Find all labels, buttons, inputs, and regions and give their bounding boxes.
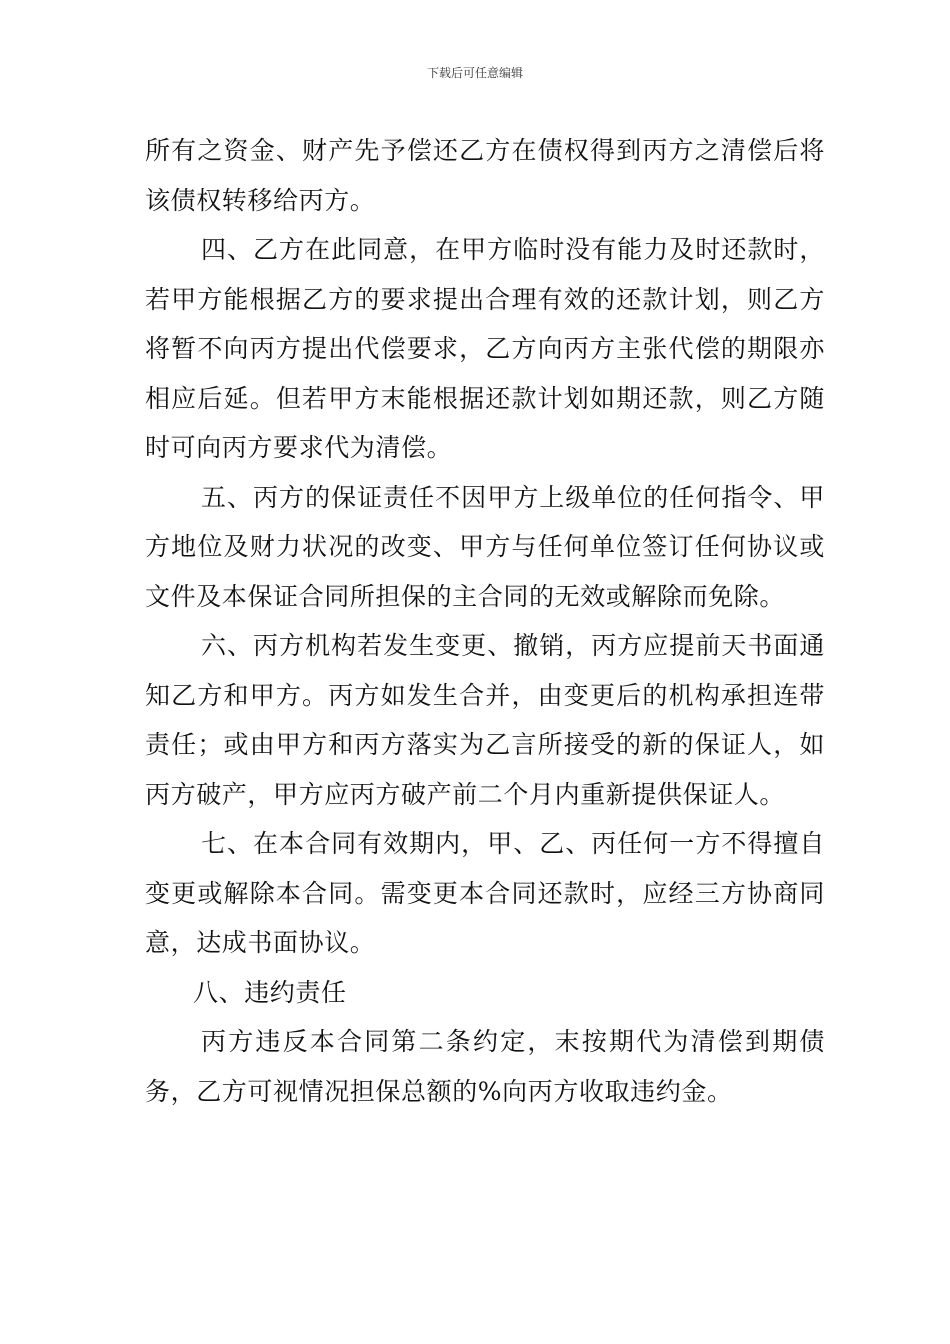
paragraph-clause-7: 七、在本合同有效期内，甲、乙、丙任何一方不得擅自变更或解除本合同。需变更本合同还款时，应经三方协商同意，达成书面协议。 bbox=[145, 829, 825, 957]
section-heading-breach: 八、违约责任 bbox=[193, 977, 347, 1007]
paragraph-continued: 所有之资金、财产先予偿还乙方在债权得到丙方之清偿后将该债权转移给丙方。 bbox=[145, 136, 825, 215]
paragraph-clause-6: 六、丙方机构若发生变更、撤销，丙方应提前天书面通知乙方和甲方。丙方如发生合并，由变更后的机构承担连带责任；或由甲方和丙方落实为乙言所接受的新的保证人，如丙方破产，甲方应丙方破产前二个月内重新提供保证人。 bbox=[145, 631, 825, 809]
document-body bbox=[145, 126, 825, 1116]
page-header: 下载后可任意编辑 bbox=[426, 66, 523, 80]
paragraph-clause-5: 五、丙方的保证责任不因甲方上级单位的任何指令、甲方地位及财力状况的改变、甲方与任何单位签订任何协议或文件及本保证合同所担保的主合同的无效或解除而免除。 bbox=[145, 482, 825, 611]
paragraph-clause-4: 四、乙方在此同意，在甲方临时没有能力及时还款时，若甲方能根据乙方的要求提出合理有效的还款计划，则乙方将暂不向丙方提出代偿要求，乙方向丙方主张代偿的期限亦相应后延。但若甲方末能根据还款计划如期还款，则乙方随时可向丙方要求代为清偿。 bbox=[145, 235, 825, 462]
paragraph-breach-detail: 丙方违反本合同第二条约定，末按期代为清偿到期债务，乙方可视情况担保总额的%向丙方收取违约金。 bbox=[145, 1027, 825, 1106]
